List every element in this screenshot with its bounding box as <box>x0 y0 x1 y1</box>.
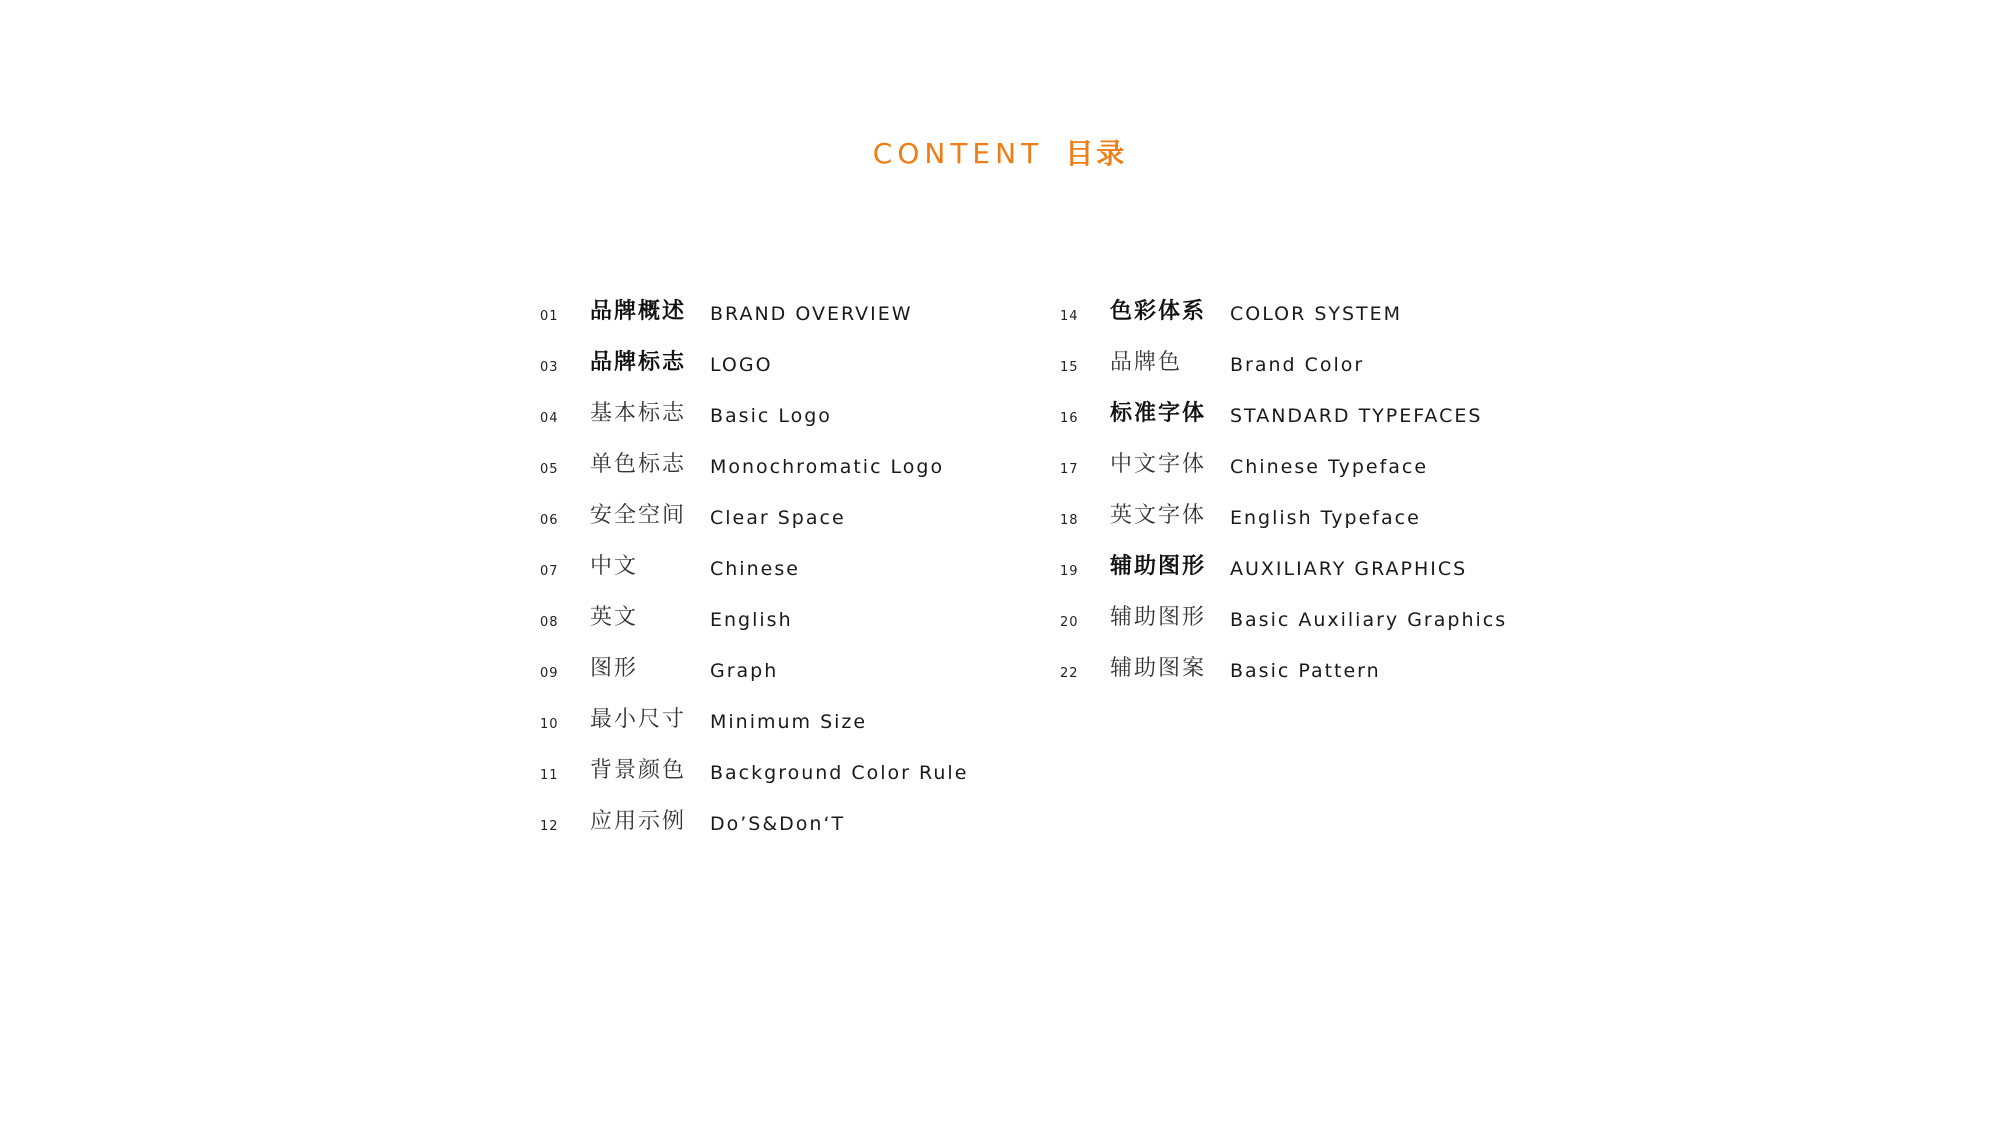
toc-row[interactable] <box>540 647 1000 698</box>
toc-page-number: 17 <box>1060 462 1079 477</box>
toc-title-zh: 品牌标志 <box>590 350 687 375</box>
toc-page-number: 16 <box>1060 411 1079 426</box>
toc-column-left <box>540 290 1000 851</box>
page-title-en: CONTENT <box>872 137 1044 170</box>
toc-title-en: AUXILIARY GRAPHICS <box>1230 558 1468 580</box>
toc-title-zh: 标准字体 <box>1110 401 1207 426</box>
toc-row[interactable] <box>1060 545 1520 596</box>
page-title-zh: 目录 <box>1065 137 1128 170</box>
toc-row[interactable] <box>540 800 1000 851</box>
toc-title-zh: 中文 <box>590 554 639 579</box>
toc-row[interactable] <box>540 545 1000 596</box>
toc-title-zh: 品牌概述 <box>590 299 687 324</box>
toc-page-number: 12 <box>540 819 559 834</box>
toc-title-zh: 色彩体系 <box>1110 299 1207 324</box>
toc-page-number: 06 <box>540 513 559 528</box>
toc-page-number: 20 <box>1060 615 1079 630</box>
toc-title-zh: 应用示例 <box>590 809 687 834</box>
toc-row[interactable] <box>1060 341 1520 392</box>
toc-title-en: Monochromatic Logo <box>710 456 945 478</box>
page-title <box>0 134 2000 174</box>
toc-row[interactable] <box>540 749 1000 800</box>
toc-title-en: BRAND OVERVIEW <box>710 303 913 325</box>
toc-title-en: COLOR SYSTEM <box>1230 303 1403 325</box>
toc-title-en: Basic Logo <box>710 405 832 427</box>
toc-page-number: 15 <box>1060 360 1079 375</box>
toc-row[interactable] <box>1060 596 1520 647</box>
toc-page-number: 11 <box>540 768 559 783</box>
toc-title-en: STANDARD TYPEFACES <box>1230 405 1483 427</box>
toc-page-number: 10 <box>540 717 559 732</box>
toc-page-number: 04 <box>540 411 559 426</box>
toc-title-en: Chinese Typeface <box>1230 456 1429 478</box>
toc-row[interactable] <box>1060 443 1520 494</box>
toc-page-number: 19 <box>1060 564 1079 579</box>
toc-row[interactable] <box>1060 647 1520 698</box>
toc-title-en: LOGO <box>710 354 773 376</box>
toc-row[interactable] <box>540 392 1000 443</box>
toc-title-zh: 安全空间 <box>590 503 687 528</box>
toc-title-zh: 背景颜色 <box>590 758 687 783</box>
toc-title-en: Basic Auxiliary Graphics <box>1230 609 1508 631</box>
toc-title-en: Do’S&Don‘T <box>710 813 846 835</box>
toc-row[interactable] <box>540 494 1000 545</box>
toc-page-number: 07 <box>540 564 559 579</box>
toc-page-number: 08 <box>540 615 559 630</box>
toc-title-en: Basic Pattern <box>1230 660 1381 682</box>
toc-title-zh: 中文字体 <box>1110 452 1207 477</box>
toc-title-zh: 辅助图形 <box>1110 554 1207 579</box>
toc-row[interactable] <box>1060 392 1520 443</box>
toc-title-zh: 最小尺寸 <box>590 707 687 732</box>
toc-title-en: Background Color Rule <box>710 762 969 784</box>
toc-row[interactable] <box>540 698 1000 749</box>
toc-row[interactable] <box>540 341 1000 392</box>
toc-page-number: 14 <box>1060 309 1079 324</box>
toc-title-en: Brand Color <box>1230 354 1365 376</box>
toc-page-number: 05 <box>540 462 559 477</box>
toc-page-number: 03 <box>540 360 559 375</box>
toc-page-number: 18 <box>1060 513 1079 528</box>
toc-title-en: Minimum Size <box>710 711 868 733</box>
toc-title-zh: 英文 <box>590 605 639 630</box>
toc-page-number: 09 <box>540 666 559 681</box>
toc-title-zh: 英文字体 <box>1110 503 1207 528</box>
toc-row[interactable] <box>540 596 1000 647</box>
toc-title-zh: 品牌色 <box>1110 350 1183 375</box>
toc-title-en: Chinese <box>710 558 800 580</box>
toc-title-zh: 辅助图案 <box>1110 656 1207 681</box>
toc-page-number: 01 <box>540 309 559 324</box>
toc-title-en: English Typeface <box>1230 507 1421 529</box>
toc-title-zh: 基本标志 <box>590 401 687 426</box>
toc-title-en: Graph <box>710 660 779 682</box>
toc-row[interactable] <box>1060 290 1520 341</box>
toc-page-number: 22 <box>1060 666 1079 681</box>
toc-row[interactable] <box>540 443 1000 494</box>
toc-column-right <box>1060 290 1520 698</box>
toc-row[interactable] <box>540 290 1000 341</box>
toc-title-zh: 图形 <box>590 656 639 681</box>
toc-title-en: English <box>710 609 793 631</box>
toc-title-zh: 单色标志 <box>590 452 687 477</box>
toc-title-zh: 辅助图形 <box>1110 605 1207 630</box>
toc-row[interactable] <box>1060 494 1520 545</box>
toc-title-en: Clear Space <box>710 507 846 529</box>
